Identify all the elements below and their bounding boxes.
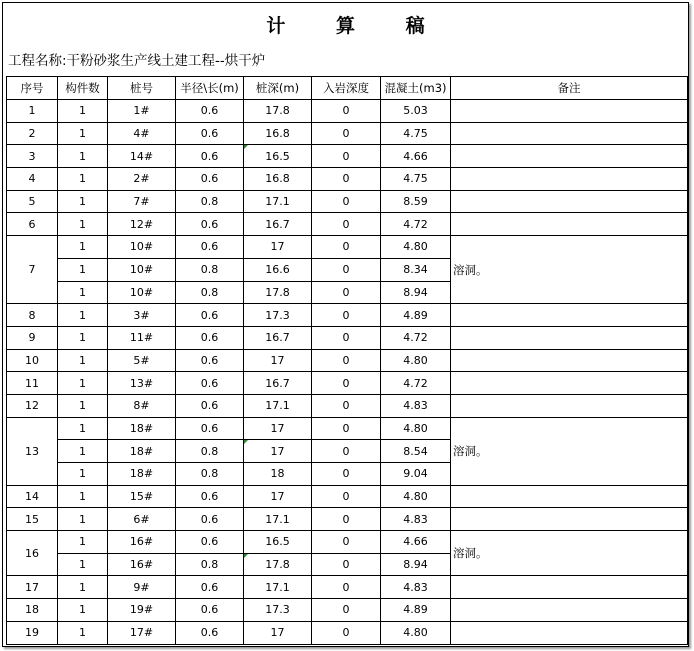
cell-count: 1	[58, 281, 108, 304]
cell-concrete: 4.72	[381, 372, 451, 395]
cell-radius: 0.6	[176, 508, 244, 531]
header-seq: 序号	[7, 77, 58, 100]
cell-count: 1	[58, 576, 108, 599]
cell-radius: 0.6	[176, 576, 244, 599]
cell-concrete: 4.66	[381, 531, 451, 554]
cell-seq: 10	[7, 349, 58, 372]
cell-pile: 18#	[108, 440, 176, 463]
cell-pile: 11#	[108, 326, 176, 349]
cell-count: 1	[58, 621, 108, 644]
table-row	[7, 599, 688, 622]
cell-count: 1	[58, 122, 108, 145]
cell-depth: 16.7	[244, 372, 312, 395]
cell-concrete: 4.80	[381, 417, 451, 440]
table-row	[7, 531, 688, 554]
table-row	[7, 372, 688, 395]
cell-pile: 2#	[108, 168, 176, 191]
cell-concrete: 4.89	[381, 599, 451, 622]
table-row	[7, 236, 688, 259]
table-row	[7, 326, 688, 349]
cell-pile: 12#	[108, 213, 176, 236]
cell-pile: 14#	[108, 145, 176, 168]
cell-pile: 5#	[108, 349, 176, 372]
cell-count: 1	[58, 394, 108, 417]
cell-depth: 17.3	[244, 599, 312, 622]
cell-marker-icon	[244, 145, 248, 149]
cell-pile: 17#	[108, 621, 176, 644]
cell-rock: 0	[312, 349, 381, 372]
cell-rock: 0	[312, 621, 381, 644]
cell-pile: 9#	[108, 576, 176, 599]
cell-pile: 10#	[108, 281, 176, 304]
cell-count: 1	[58, 485, 108, 508]
cell-pile: 18#	[108, 463, 176, 486]
cell-concrete: 4.72	[381, 326, 451, 349]
cell-count: 1	[58, 463, 108, 486]
cell-note	[451, 621, 688, 644]
sheet-title: 计 算 稿	[266, 15, 447, 37]
cell-rock: 0	[312, 417, 381, 440]
cell-note	[451, 213, 688, 236]
cell-depth: 17.1	[244, 190, 312, 213]
cell-depth	[244, 553, 312, 576]
cell-pile: 19#	[108, 599, 176, 622]
cell-concrete: 4.66	[381, 145, 451, 168]
cell-count: 1	[58, 531, 108, 554]
cell-rock: 0	[312, 576, 381, 599]
pile-table	[6, 76, 688, 645]
table-row	[7, 122, 688, 145]
cell-radius: 0.6	[176, 417, 244, 440]
cell-note	[451, 508, 688, 531]
cell-marker-icon	[244, 440, 248, 444]
cell-count: 1	[58, 190, 108, 213]
cell-concrete: 4.75	[381, 168, 451, 191]
cell-depth: 17.3	[244, 304, 312, 327]
cell-count: 1	[58, 440, 108, 463]
cell-rock: 0	[312, 553, 381, 576]
cell-pile: 13#	[108, 372, 176, 395]
table-row	[7, 485, 688, 508]
cell-depth: 17.1	[244, 394, 312, 417]
cell-note	[451, 190, 688, 213]
cell-depth: 17.8	[244, 281, 312, 304]
cell-note	[451, 100, 688, 123]
cell-count: 1	[58, 508, 108, 531]
table-row	[7, 145, 688, 168]
cell-depth: 17	[244, 349, 312, 372]
cell-note: 溶洞。	[451, 236, 688, 304]
cell-pile: 3#	[108, 304, 176, 327]
cell-count: 1	[58, 417, 108, 440]
cell-seq: 4	[7, 168, 58, 191]
table-row	[7, 304, 688, 327]
cell-count: 1	[58, 100, 108, 123]
cell-rock: 0	[312, 258, 381, 281]
cell-radius: 0.6	[176, 621, 244, 644]
cell-concrete: 4.83	[381, 508, 451, 531]
cell-concrete: 8.54	[381, 440, 451, 463]
cell-concrete: 4.80	[381, 621, 451, 644]
cell-radius: 0.6	[176, 599, 244, 622]
cell-rock: 0	[312, 145, 381, 168]
cell-note	[451, 122, 688, 145]
cell-depth: 17	[244, 417, 312, 440]
cell-rock: 0	[312, 372, 381, 395]
cell-depth: 16.8	[244, 168, 312, 191]
cell-count: 1	[58, 145, 108, 168]
cell-depth: 16.8	[244, 122, 312, 145]
cell-radius: 0.6	[176, 100, 244, 123]
header-rock: 入岩深度	[312, 77, 381, 100]
cell-rock: 0	[312, 304, 381, 327]
cell-concrete: 9.04	[381, 463, 451, 486]
cell-depth: 16.7	[244, 213, 312, 236]
cell-radius: 0.6	[176, 122, 244, 145]
cell-seq: 1	[7, 100, 58, 123]
cell-count: 1	[58, 304, 108, 327]
cell-count: 1	[58, 349, 108, 372]
cell-note	[451, 599, 688, 622]
cell-radius: 0.6	[176, 349, 244, 372]
cell-rock: 0	[312, 190, 381, 213]
cell-note	[451, 168, 688, 191]
cell-pile: 16#	[108, 553, 176, 576]
table-row	[7, 417, 688, 440]
cell-note	[451, 349, 688, 372]
cell-depth	[244, 440, 312, 463]
cell-pile: 15#	[108, 485, 176, 508]
cell-pile: 6#	[108, 508, 176, 531]
cell-pile: 16#	[108, 531, 176, 554]
cell-radius: 0.6	[176, 326, 244, 349]
cell-depth: 16.7	[244, 326, 312, 349]
cell-seq: 8	[7, 304, 58, 327]
cell-seq: 7	[7, 236, 58, 304]
cell-pile: 8#	[108, 394, 176, 417]
cell-seq: 17	[7, 576, 58, 599]
cell-radius: 0.8	[176, 281, 244, 304]
header-depth: 桩深(m)	[244, 77, 312, 100]
cell-radius: 0.6	[176, 372, 244, 395]
cell-concrete: 4.80	[381, 485, 451, 508]
cell-rock: 0	[312, 213, 381, 236]
cell-marker-icon	[244, 554, 248, 558]
cell-seq: 5	[7, 190, 58, 213]
cell-note	[451, 394, 688, 417]
cell-text: 16.5	[265, 149, 290, 163]
cell-seq: 14	[7, 485, 58, 508]
cell-radius: 0.6	[176, 213, 244, 236]
cell-pile: 1#	[108, 100, 176, 123]
cell-count: 1	[58, 326, 108, 349]
cell-concrete: 4.75	[381, 122, 451, 145]
cell-rock: 0	[312, 326, 381, 349]
cell-seq: 15	[7, 508, 58, 531]
cell-rock: 0	[312, 168, 381, 191]
cell-rock: 0	[312, 394, 381, 417]
cell-count: 1	[58, 258, 108, 281]
cell-pile: 4#	[108, 122, 176, 145]
cell-note	[451, 372, 688, 395]
cell-seq: 19	[7, 621, 58, 644]
cell-depth: 17.1	[244, 576, 312, 599]
cell-seq: 16	[7, 531, 58, 576]
cell-rock: 0	[312, 236, 381, 259]
cell-seq: 2	[7, 122, 58, 145]
cell-concrete: 4.83	[381, 394, 451, 417]
cell-seq: 12	[7, 394, 58, 417]
cell-rock: 0	[312, 599, 381, 622]
header-row	[7, 77, 688, 100]
table-row	[7, 349, 688, 372]
cell-count: 1	[58, 236, 108, 259]
cell-note: 溶洞。	[451, 417, 688, 485]
header-count: 构件数	[58, 77, 108, 100]
cell-seq: 9	[7, 326, 58, 349]
cell-rock: 0	[312, 463, 381, 486]
cell-radius: 0.6	[176, 531, 244, 554]
cell-radius: 0.6	[176, 485, 244, 508]
cell-radius: 0.8	[176, 553, 244, 576]
cell-concrete: 8.94	[381, 281, 451, 304]
cell-rock: 0	[312, 440, 381, 463]
cell-note	[451, 326, 688, 349]
table-row	[7, 100, 688, 123]
cell-seq: 3	[7, 145, 58, 168]
header-pile: 桩号	[108, 77, 176, 100]
cell-note	[451, 485, 688, 508]
table-row	[7, 394, 688, 417]
cell-concrete: 8.94	[381, 553, 451, 576]
cell-pile: 10#	[108, 236, 176, 259]
cell-rock: 0	[312, 508, 381, 531]
cell-note	[451, 576, 688, 599]
cell-radius: 0.6	[176, 394, 244, 417]
cell-radius: 0.8	[176, 440, 244, 463]
cell-radius: 0.6	[176, 304, 244, 327]
cell-radius: 0.6	[176, 236, 244, 259]
cell-count: 1	[58, 168, 108, 191]
cell-radius: 0.8	[176, 190, 244, 213]
cell-seq: 18	[7, 599, 58, 622]
cell-concrete: 4.83	[381, 576, 451, 599]
cell-depth: 17.1	[244, 508, 312, 531]
cell-radius: 0.6	[176, 145, 244, 168]
cell-radius: 0.8	[176, 463, 244, 486]
cell-count: 1	[58, 553, 108, 576]
calculation-sheet	[2, 2, 689, 647]
cell-concrete: 8.59	[381, 190, 451, 213]
cell-rock: 0	[312, 485, 381, 508]
table-row	[7, 508, 688, 531]
cell-depth: 16.5	[244, 531, 312, 554]
cell-concrete: 4.80	[381, 236, 451, 259]
table-body	[7, 100, 688, 645]
table-row	[7, 168, 688, 191]
cell-pile: 18#	[108, 417, 176, 440]
table-row	[7, 213, 688, 236]
header-radius: 半径\长(m)	[176, 77, 244, 100]
cell-note: 溶洞。	[451, 531, 688, 576]
cell-concrete: 4.89	[381, 304, 451, 327]
cell-rock: 0	[312, 531, 381, 554]
cell-count: 1	[58, 599, 108, 622]
cell-concrete: 5.03	[381, 100, 451, 123]
cell-depth: 17.8	[244, 100, 312, 123]
table-row	[7, 190, 688, 213]
cell-depth: 17	[244, 236, 312, 259]
cell-concrete: 8.34	[381, 258, 451, 281]
cell-rock: 0	[312, 281, 381, 304]
project-name: 工程名称:干粉砂浆生产线土建工程--烘干炉	[8, 53, 266, 69]
cell-depth: 17	[244, 485, 312, 508]
cell-rock: 0	[312, 100, 381, 123]
table-row	[7, 621, 688, 644]
cell-depth: 18	[244, 463, 312, 486]
cell-seq: 11	[7, 372, 58, 395]
cell-seq: 6	[7, 213, 58, 236]
cell-depth: 17	[244, 621, 312, 644]
cell-rock: 0	[312, 122, 381, 145]
cell-depth	[244, 145, 312, 168]
cell-text: 17	[270, 444, 285, 458]
cell-note	[451, 145, 688, 168]
cell-seq: 13	[7, 417, 58, 485]
cell-radius: 0.8	[176, 258, 244, 281]
table-row	[7, 576, 688, 599]
cell-radius: 0.6	[176, 168, 244, 191]
cell-concrete: 4.80	[381, 349, 451, 372]
cell-count: 1	[58, 213, 108, 236]
cell-concrete: 4.72	[381, 213, 451, 236]
header-note: 备注	[451, 77, 688, 100]
cell-depth: 16.6	[244, 258, 312, 281]
header-concrete: 混凝土(m3)	[381, 77, 451, 100]
cell-text: 17.8	[265, 558, 290, 572]
cell-count: 1	[58, 372, 108, 395]
cell-pile: 10#	[108, 258, 176, 281]
cell-pile: 7#	[108, 190, 176, 213]
cell-note	[451, 304, 688, 327]
